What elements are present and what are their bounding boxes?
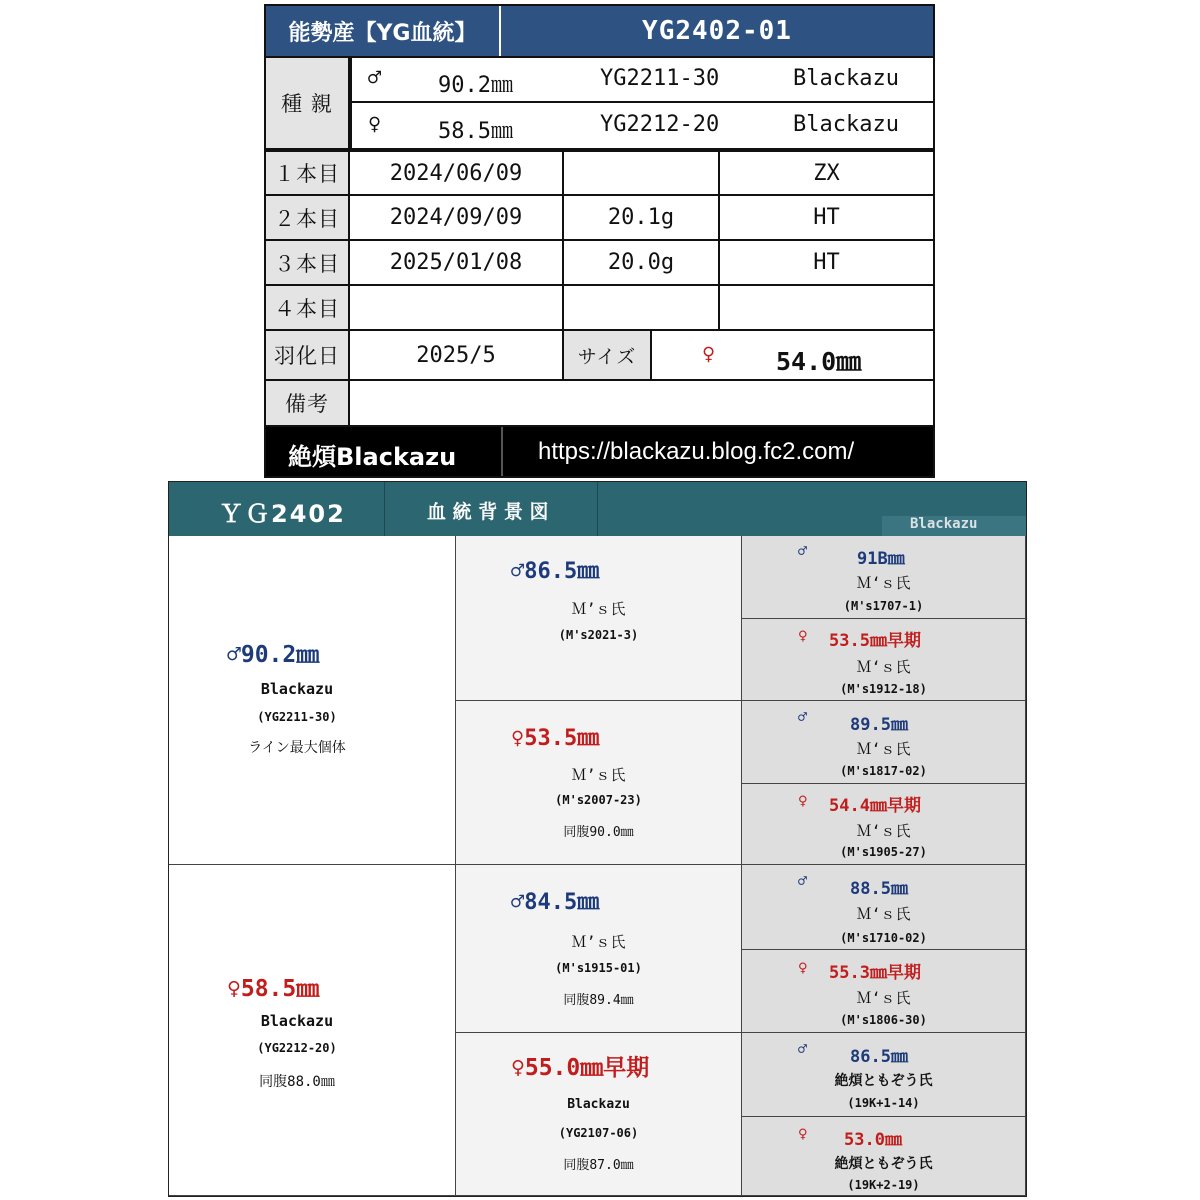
parent-dam-size: ♀58.5㎜ xyxy=(227,976,320,1002)
female-symbol-icon: ♀ xyxy=(702,342,716,367)
grandparent-cell xyxy=(456,1033,742,1196)
grandparent-cell xyxy=(456,536,742,701)
ggp-6-breeder: Ｍ‘ｓ氏 xyxy=(856,989,911,1007)
parent-dam-id: (YG2212-20) xyxy=(257,1041,337,1055)
grandparent-cell xyxy=(456,701,742,865)
male-symbol-icon: ♂ xyxy=(798,872,808,890)
ggp-2-breeder: Ｍ‘ｓ氏 xyxy=(856,658,911,676)
bottle-2-label: ２本目 xyxy=(266,196,350,241)
sire-size: 90.2㎜ xyxy=(438,73,513,98)
adult-size-value: 54.0㎜ xyxy=(776,347,862,376)
ggp-8-size: 53.0㎜ xyxy=(844,1130,902,1150)
female-symbol-icon: ♀ xyxy=(798,791,808,810)
bottle-1-type: ZX xyxy=(720,152,933,196)
parent-sire-cell xyxy=(169,536,456,865)
ggp-2-size: 53.5㎜早期 xyxy=(829,631,921,651)
parent-dam-breeder: Blackazu xyxy=(260,1012,334,1030)
notes-label: 備考 xyxy=(266,381,350,427)
male-symbol-icon: ♂ xyxy=(798,708,808,726)
footer-url-link[interactable]: https://blackazu.blog.fc2.com/ xyxy=(538,438,855,465)
grandparent-cell xyxy=(456,865,742,1033)
female-symbol-icon: ♀ xyxy=(798,1124,808,1143)
ggp-5-id: (M's1710-02) xyxy=(840,931,927,945)
grandparent-2-size: ♀53.5㎜ xyxy=(511,726,600,751)
pedigree-brand: Blackazu xyxy=(910,516,978,532)
rearing-record-card xyxy=(264,4,935,478)
bottle-3-label: ３本目 xyxy=(266,241,350,286)
grandparent-1-size: ♂86.5㎜ xyxy=(511,559,600,584)
grandparent-3-breeder: Ｍ’ｓ氏 xyxy=(571,933,626,951)
bottle-3-weight: 20.0g xyxy=(564,241,720,286)
size-label: サイズ xyxy=(564,331,652,381)
female-symbol-icon: ♀ xyxy=(798,958,808,977)
bottle-2-type: HT xyxy=(720,196,933,241)
bottle-3-date: 2025/01/08 xyxy=(350,241,564,286)
pedigree-subtitle: 血 統 背 景 図 xyxy=(427,501,549,523)
great-grandparent-cell xyxy=(742,865,1026,950)
grandparent-2-note: 同腹90.0㎜ xyxy=(563,825,634,840)
emergence-date: 2025/5 xyxy=(350,331,564,381)
ggp-1-size: 91B㎜ xyxy=(857,549,905,569)
parent-sire-note: ライン最大個体 xyxy=(248,740,346,756)
great-grandparent-cell xyxy=(742,784,1026,865)
bottle-2-date: 2024/09/09 xyxy=(350,196,564,241)
male-symbol-icon: ♂ xyxy=(798,1040,808,1058)
great-grandparent-cell xyxy=(742,950,1026,1033)
female-symbol-icon: ♀ xyxy=(368,112,382,137)
parent-dam-note: 同腹88.0㎜ xyxy=(259,1074,335,1090)
ggp-8-breeder: 絶煩ともぞう氏 xyxy=(834,1156,933,1172)
ggp-8-id: (19K+2-19) xyxy=(847,1178,920,1192)
bottle-4-label: ４本目 xyxy=(266,286,350,331)
ggp-1-id: (M's1707-1) xyxy=(843,599,924,613)
grandparent-4-id: (YG2107-06) xyxy=(558,1126,639,1140)
grandparent-4-size: ♀55.0㎜早期 xyxy=(511,1055,650,1081)
grandparent-3-note: 同腹89.4㎜ xyxy=(563,993,634,1008)
ggp-4-id: (M's1905-27) xyxy=(840,845,927,859)
parent-sire-breeder: Blackazu xyxy=(260,680,334,698)
pedigree-title: ＹＧ2402 xyxy=(219,500,346,528)
grandparent-1-breeder: Ｍ’ｓ氏 xyxy=(571,600,626,618)
ggp-6-id: (M's1806-30) xyxy=(840,1013,927,1027)
grandparent-3-id: (M's1915-01) xyxy=(555,961,642,975)
bottle-4-weight xyxy=(564,286,720,331)
ggp-3-id: (M's1817-02) xyxy=(840,764,927,778)
bottle-1-weight xyxy=(564,152,720,196)
ggp-1-breeder: Ｍ‘ｓ氏 xyxy=(856,574,911,592)
bottle-1-date: 2024/06/09 xyxy=(350,152,564,196)
dam-size: 58.5㎜ xyxy=(438,119,513,144)
grandparent-2-breeder: Ｍ’ｓ氏 xyxy=(571,766,626,784)
parent-sire-size: ♂90.2㎜ xyxy=(227,642,320,668)
card-header-strain: 能勢産【YG血統】 xyxy=(266,6,501,56)
sire-id: YG2211-30 xyxy=(600,66,720,91)
female-symbol-icon: ♀ xyxy=(798,626,808,645)
great-grandparent-cell xyxy=(742,1033,1026,1117)
grandparent-3-size: ♂84.5㎜ xyxy=(511,890,600,915)
great-grandparent-cell xyxy=(742,1117,1026,1196)
dam-breeder: Blackazu xyxy=(793,112,899,137)
ggp-3-size: 89.5㎜ xyxy=(850,715,908,735)
size-cell xyxy=(652,331,933,381)
bottle-3-type: HT xyxy=(720,241,933,286)
ggp-7-id: (19K+1-14) xyxy=(847,1096,920,1110)
pedigree-header xyxy=(169,482,1026,536)
bottle-2-weight: 20.1g xyxy=(564,196,720,241)
parents-label: 種 親 xyxy=(266,56,350,150)
card-header-id: YG2402-01 xyxy=(501,6,933,56)
ggp-2-id: (M's1912-18) xyxy=(840,682,927,696)
ggp-5-breeder: Ｍ‘ｓ氏 xyxy=(856,905,911,923)
ggp-4-breeder: Ｍ‘ｓ氏 xyxy=(856,822,911,840)
notes-value xyxy=(350,381,933,427)
great-grandparent-cell xyxy=(742,619,1026,701)
great-grandparent-cell xyxy=(742,536,1026,619)
emergence-label: 羽化日 xyxy=(266,331,350,381)
male-symbol-icon: ♂ xyxy=(368,66,382,91)
bottle-1-label: １本目 xyxy=(266,152,350,196)
footer-brand: 絶煩Blackazu xyxy=(288,443,457,471)
parent-dam-cell xyxy=(169,865,456,1196)
sire-breeder: Blackazu xyxy=(793,66,899,91)
pedigree-chart xyxy=(168,481,1027,1197)
parent-sire-id: (YG2211-30) xyxy=(257,710,337,724)
dam-row xyxy=(350,103,933,150)
ggp-3-breeder: Ｍ‘ｓ氏 xyxy=(856,740,911,758)
card-footer xyxy=(266,427,933,476)
male-symbol-icon: ♂ xyxy=(798,542,808,560)
bottle-4-type xyxy=(720,286,933,331)
ggp-6-size: 55.3㎜早期 xyxy=(829,963,921,983)
grandparent-4-note: 同腹87.0㎜ xyxy=(563,1158,634,1173)
grandparent-4-breeder: Blackazu xyxy=(567,1097,630,1112)
ggp-7-size: 86.5㎜ xyxy=(850,1047,908,1067)
bottle-4-date xyxy=(350,286,564,331)
ggp-4-size: 54.4㎜早期 xyxy=(829,796,921,816)
grandparent-2-id: (M's2007-23) xyxy=(555,793,642,807)
grandparent-1-id: (M's2021-3) xyxy=(558,628,639,642)
ggp-7-breeder: 絶煩ともぞう氏 xyxy=(834,1073,933,1089)
sire-row xyxy=(350,56,933,103)
dam-id: YG2212-20 xyxy=(600,112,720,137)
ggp-5-size: 88.5㎜ xyxy=(850,879,908,899)
great-grandparent-cell xyxy=(742,701,1026,784)
